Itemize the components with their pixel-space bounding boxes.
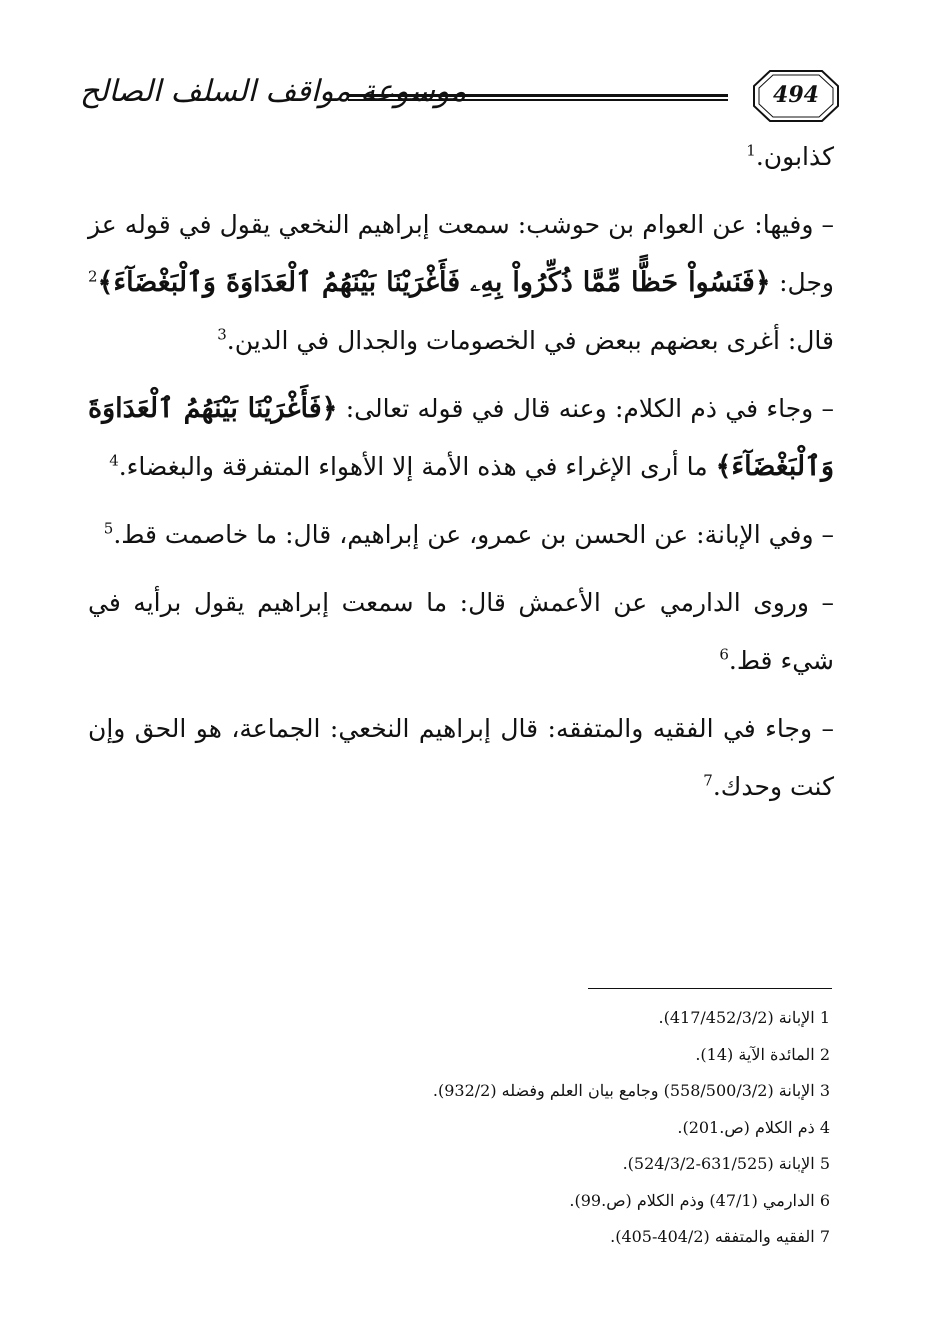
footnote-ref: 2 [88, 267, 98, 286]
page-number-badge [752, 68, 840, 124]
paragraph-text: – وفيها: عن العوام بن حوشب: سمعت إبراهيم النخعي يقول في قوله عز وجل: [88, 210, 834, 297]
paragraph-2 [88, 196, 834, 370]
footnote-number: 4 [819, 1117, 830, 1137]
paragraph-4 [88, 506, 834, 564]
footnote-number: 1 [819, 1008, 830, 1027]
paragraph-text: ما أرى الإغراء في هذه الأمة إلا الأهواء المتفرقة والبغضاء. [118, 452, 708, 481]
footnote-ref: 3 [217, 325, 227, 344]
paragraph-text: – وجاء في ذم الكلام: وعنه قال في قوله تعالى: [345, 394, 834, 423]
footnote-text: الإبانة (417/452/3/2). [658, 1008, 815, 1027]
footnote-text: الفقيه والمتفقه (404/2-405). [610, 1227, 815, 1246]
paragraph-3 [88, 380, 834, 496]
footnote-ref: 4 [109, 451, 119, 470]
footnote-text: المائدة الآية (14). [695, 1044, 815, 1064]
footnote-item [210, 1146, 830, 1183]
paragraph-1 [88, 128, 834, 186]
page-number: 494 [773, 82, 819, 108]
footnote-number: 6 [819, 1190, 830, 1210]
footnote-ref: 7 [703, 771, 713, 790]
paragraph-text: – وروى الدارمي عن الأعمش قال: ما سمعت إبراهيم يقول برأيه في شيء قط. [88, 588, 834, 675]
footnote-separator [588, 988, 832, 989]
footnote-text: الدارمي (47/1) وذم الكلام (ص.99). [569, 1190, 815, 1210]
footnote-text: ذم الكلام (ص.201). [677, 1117, 815, 1137]
footnote-item [210, 1183, 830, 1220]
paragraph-6 [88, 700, 834, 816]
footnote-item [210, 1073, 830, 1110]
footnotes [210, 1000, 830, 1256]
paragraph-5 [88, 574, 834, 690]
paragraph-text: – وفي الإبانة: عن الحسن بن عمرو، عن إبراهيم، قال: ما خاصمت قط. [113, 520, 834, 549]
footnote-item [210, 1000, 830, 1037]
footnote-number: 7 [819, 1227, 830, 1246]
page-header [80, 68, 840, 124]
paragraph-text: كذابون. [755, 142, 834, 171]
quran-verse: ﴿فَأَغْرَيْنَا بَيْنَهُمُ ٱلْعَدَاوَةَ وَٱلْبَغْضَآءَ﴾ [88, 393, 834, 482]
footnote-item [210, 1110, 830, 1147]
footnote-ref: 6 [719, 645, 729, 664]
footnote-ref: 5 [103, 519, 114, 538]
header-rule [348, 94, 728, 101]
paragraph-text: قال: أغرى بعضهم ببعض في الخصومات والجدال في الدين. [226, 326, 834, 355]
book-title: موسوعة مواقف السلف الصالح [80, 74, 467, 109]
footnote-item [210, 1037, 830, 1074]
quran-verse: ﴿فَنَسُواْ حَظًّا مِّمَّا ذُكِّرُواْ بِهِۦ فَأَغْرَيْنَا بَيْنَهُمُ ٱلْعَدَاوَةَ وَٱلْبَغْضَآءَ﴾ [97, 267, 771, 298]
footnote-item [210, 1219, 830, 1256]
footnote-text: الإبانة (631/525-524/3/2). [622, 1154, 815, 1173]
footnote-number: 2 [819, 1044, 830, 1064]
footnote-number: 5 [819, 1154, 830, 1173]
paragraph-text: – وجاء في الفقيه والمتفقه: قال إبراهيم النخعي: الجماعة، هو الحق وإن كنت وحدك. [88, 714, 834, 801]
footnote-ref: 1 [746, 141, 756, 160]
main-text [88, 128, 834, 816]
footnote-text: الإبانة (558/500/3/2) وجامع بيان العلم وفضله (932/2). [432, 1081, 815, 1100]
footnote-number: 3 [819, 1081, 830, 1100]
